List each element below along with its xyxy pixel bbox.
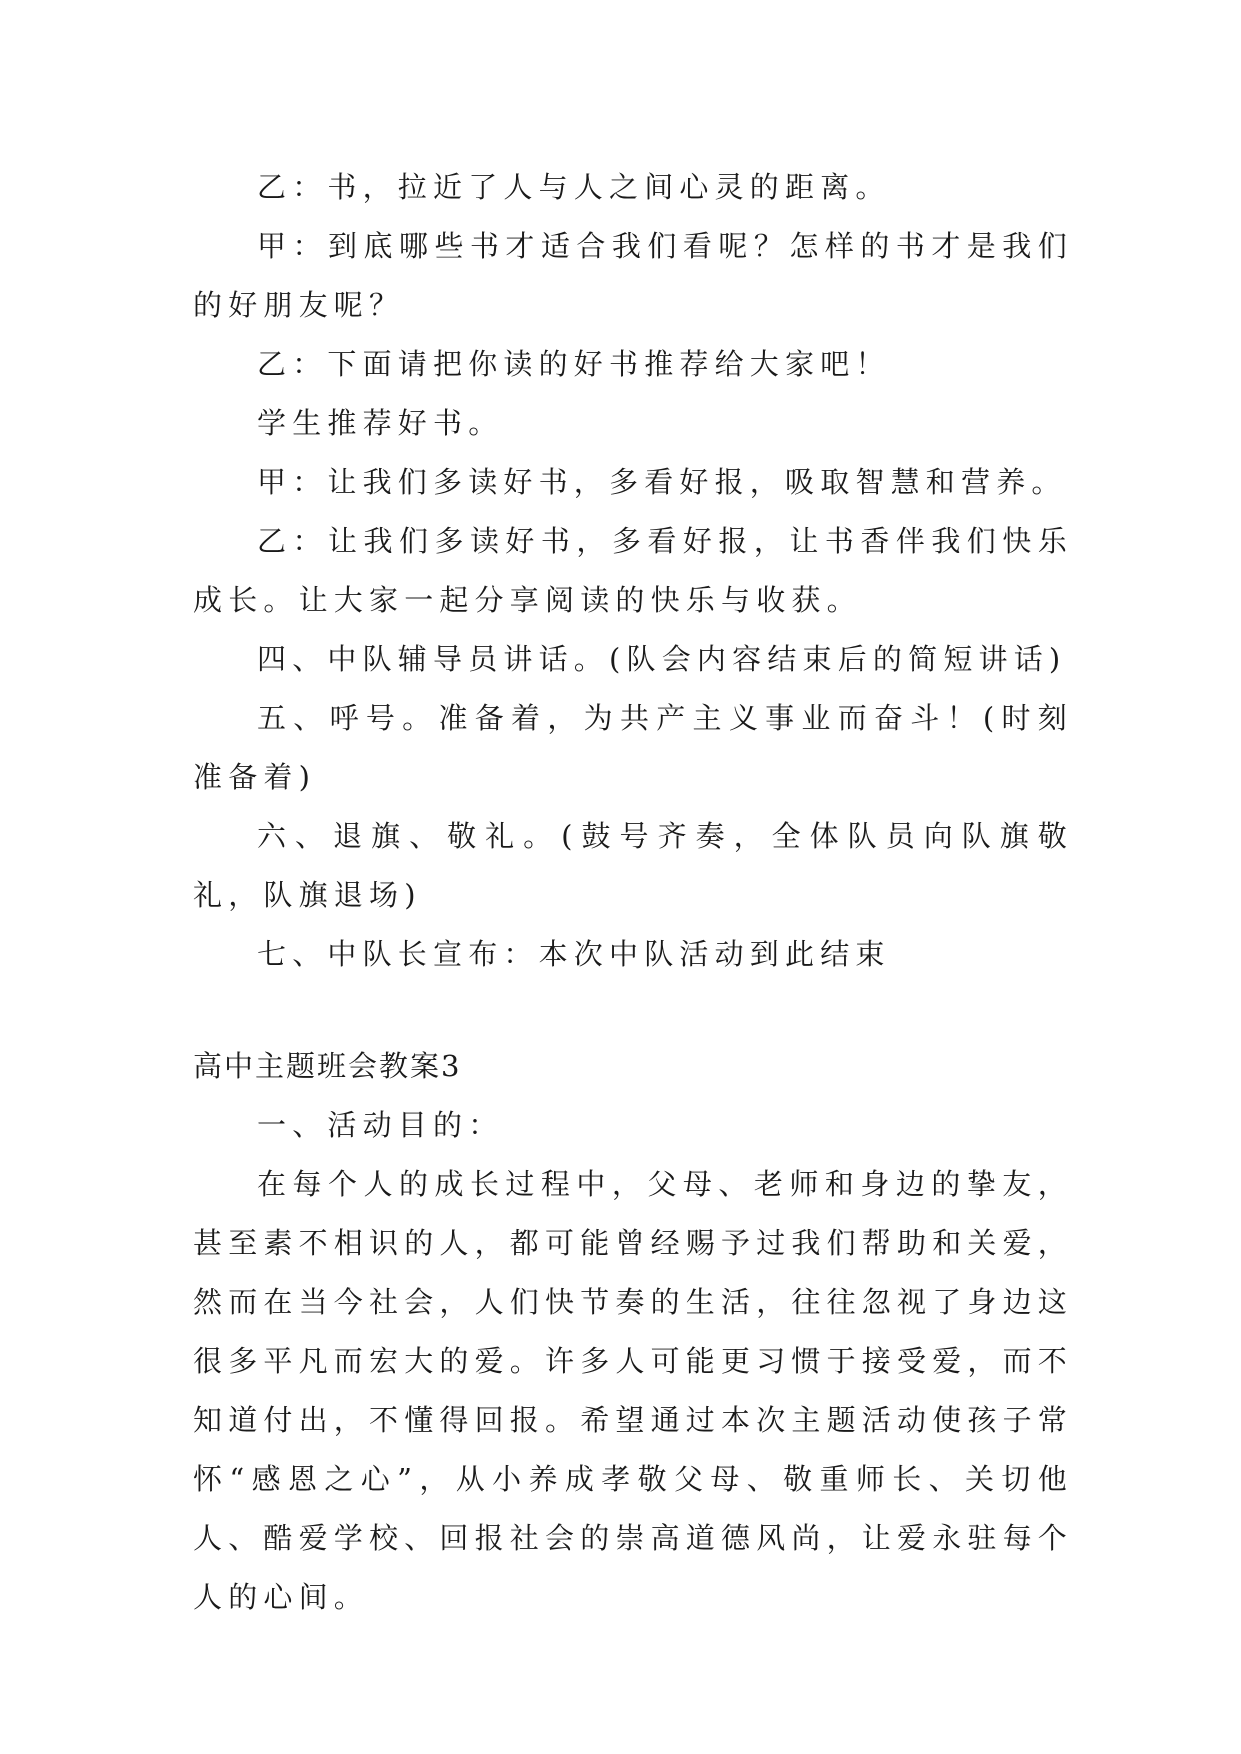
paragraph-step-six: 六、退旗、敬礼。(鼓号齐奏，全体队员向队旗敬礼，队旗退场) <box>193 819 1073 912</box>
paragraph-step-five: 五、呼号。准备着，为共产主义事业而奋斗！(时刻准备着) <box>193 701 1073 794</box>
paragraph-activity-purpose-body: 在每个人的成长过程中，父母、老师和身边的挚友，甚至素不相识的人，都可能曾经赐予过我们帮助和关爱，然而在当今社会，人们快节奏的生活，往往忽视了身边这很多平凡而宏大的爱。许多人可能更习惯于接受爱，而不知道付出，不懂得回报。希望通过本次主题活动使孩子常怀“感恩之心”，从小养成孝敬父母、敬重师长、关切他人、酷爱学校、回报社会的崇高道德风尚，让爱永驻每个人的心间。 <box>193 1167 1074 1614</box>
paragraph-dialogue-jia-2: 甲：让我们多读好书，多看好报，吸取智慧和营养。 <box>257 465 1067 499</box>
paragraph-students-recommend: 学生推荐好书。 <box>257 406 504 440</box>
paragraph-step-seven: 七、中队长宣布：本次中队活动到此结束 <box>257 937 891 971</box>
section-lesson-plan-3 <box>193 1037 1073 1627</box>
section-title: 高中主题班会教案3 <box>193 1049 462 1083</box>
section-program-dialogue <box>193 158 1073 984</box>
paragraph-dialogue-yi-3: 乙：让我们多读好书，多看好报，让书香伴我们快乐成长。让大家一起分享阅读的快乐与收获。 <box>193 524 1073 617</box>
paragraph-dialogue-yi-2: 乙：下面请把你读的好书推荐给大家吧！ <box>257 347 891 381</box>
paragraph-step-four: 四、中队辅导员讲话。(队会内容结束后的简短讲话) <box>257 642 1067 676</box>
paragraph-dialogue-jia-1: 甲：到底哪些书才适合我们看呢？怎样的书才是我们的好朋友呢？ <box>193 229 1073 322</box>
paragraph-activity-purpose-heading: 一、活动目的： <box>257 1108 504 1142</box>
paragraph-dialogue-yi-1: 乙：书，拉近了人与人之间心灵的距离。 <box>257 170 891 204</box>
